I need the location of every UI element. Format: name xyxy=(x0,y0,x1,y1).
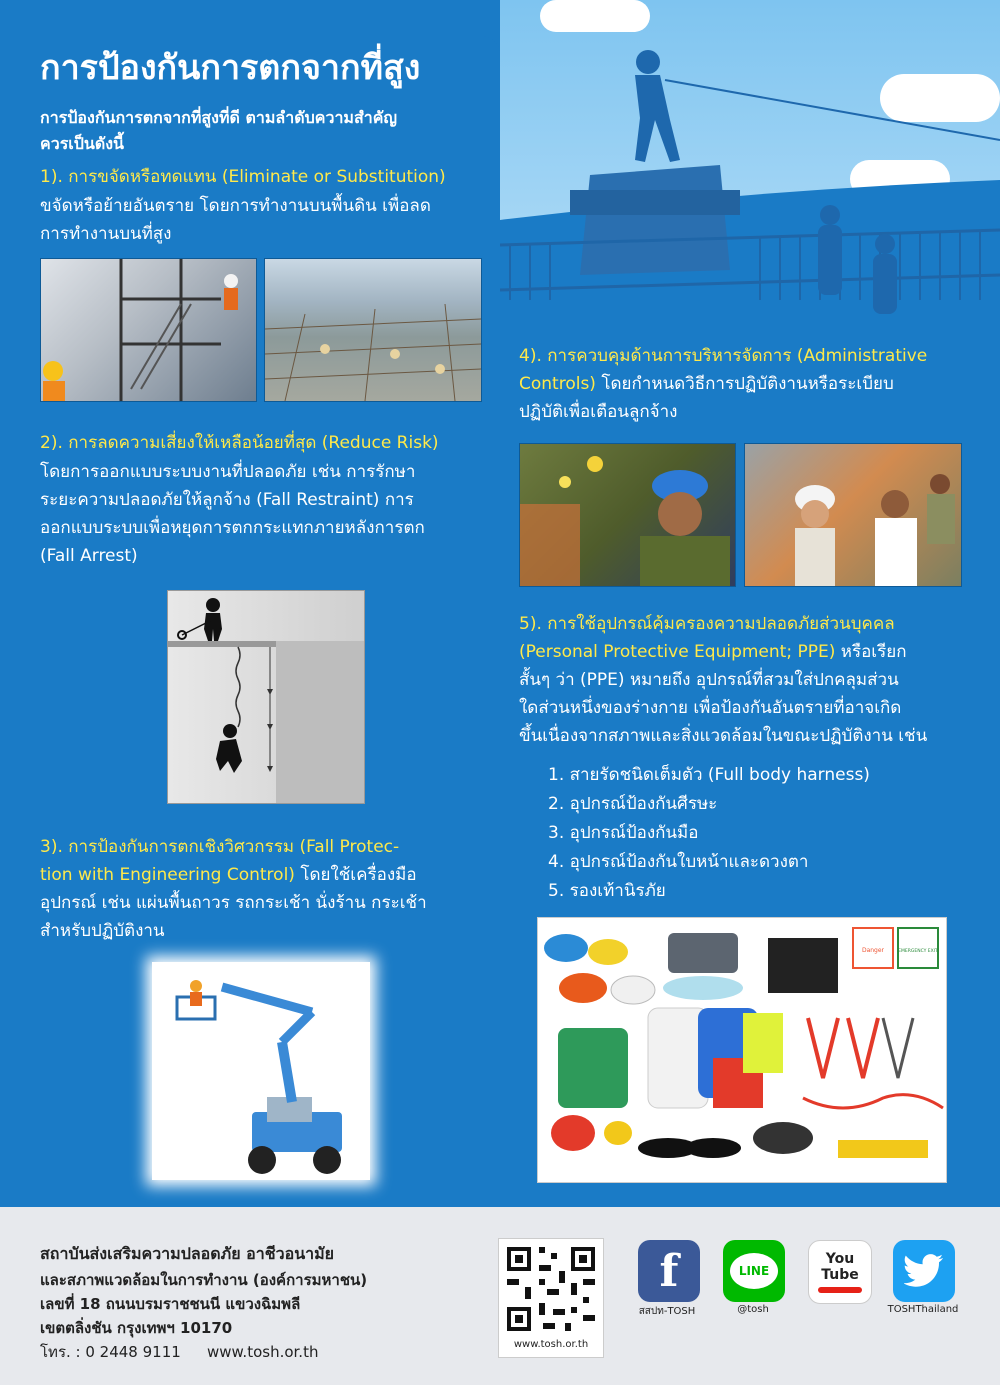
intro-line-2: ควรเป็นดังนี้ xyxy=(40,134,124,153)
worker-briefing-photo xyxy=(519,443,736,587)
qr-caption: www.tosh.or.th xyxy=(513,1339,589,1350)
ppe-equipment-collage xyxy=(537,917,947,1183)
ppe-list-item: 5. รองเท้านิรภัย xyxy=(548,881,666,901)
org-name-line-1: สถาบันส่งเสริมความปลอดภัย อาชีวอนามัย xyxy=(40,1244,335,1263)
section-2-text: ระยะความปลอดภัยให้ลูกจ้าง (Fall Restraint) การ xyxy=(40,490,414,510)
section-5-text: หรือเรียก xyxy=(835,642,907,662)
silhouette-illustration xyxy=(500,0,1000,330)
address-line-2: เขตตลิ่งชัน กรุงเทพฯ 10170 xyxy=(40,1319,233,1337)
section-2-text: ออกแบบระบบเพื่อหยุดการตกกระแทกภายหลังการตก xyxy=(40,518,425,538)
twitter-bird-icon xyxy=(904,1254,944,1288)
ppe-list-item: 3. อุปกรณ์ป้องกันมือ xyxy=(548,823,699,843)
section-5-heading-continued: (Personal Protective Equipment; PPE) xyxy=(519,642,836,662)
youtube-icon[interactable] xyxy=(808,1240,872,1304)
facebook-label: สสปท-TOSH xyxy=(638,1306,696,1317)
qr-code[interactable] xyxy=(498,1238,604,1358)
ppe-sign-text: EMERGENCY EXIT xyxy=(898,949,938,954)
section-3-heading: 3). การป้องกันการตกเชิงวิศวกรรม (Fall Protec- xyxy=(40,837,400,857)
section-3-text: โดยใช้เครื่องมือ xyxy=(294,865,417,885)
org-name-line-2: และสภาพแวดล้อมในการทำงาน (องค์การมหาชน) xyxy=(40,1271,368,1289)
line-bubble: LINE xyxy=(730,1253,778,1289)
section-2-text: โดยการออกแบบระบบงานที่ปลอดภัย เช่น การรักษา xyxy=(40,462,416,482)
line-icon[interactable] xyxy=(723,1240,785,1302)
ppe-sign-text: Danger xyxy=(861,947,885,954)
twitter-icon[interactable] xyxy=(893,1240,955,1302)
section-5-text: สั้นๆ ว่า (PPE) หมายถึง อุปกรณ์ที่สวมใส่ปกคลุมส่วน xyxy=(519,670,899,690)
section-5-text: ใดส่วนหนึ่งของร่างกาย เพื่อป้องกันอันตรายที่อาจเกิด xyxy=(519,698,902,718)
section-3-heading-line-2 xyxy=(40,861,417,889)
section-5-heading: 5). การใช้อุปกรณ์คุ้มครองความปลอดภัยส่วนบุคคล xyxy=(519,614,895,634)
scaffold-photo xyxy=(40,258,257,402)
section-2-text: (Fall Arrest) xyxy=(40,546,138,566)
section-2-heading: 2). การลดความเสี่ยงให้เหลือน้อยที่สุด (Reduce Risk) xyxy=(40,433,439,453)
youtube-red-bar xyxy=(818,1287,862,1293)
qr-code-icon xyxy=(499,1239,603,1339)
ppe-list-item: 1. สายรัดชนิดเต็มตัว (Full body harness) xyxy=(548,765,870,785)
training-session-photo xyxy=(744,443,962,587)
facebook-glyph: f xyxy=(659,1245,679,1297)
section-1-text: การทำงานบนที่สูง xyxy=(40,224,172,244)
ppe-list xyxy=(548,761,870,906)
section-1-text: ขจัดหรือย้ายอันตราย โดยการทำงานบนพื้นดิน เพื่อลด xyxy=(40,196,431,216)
section-4-heading-line-2 xyxy=(519,370,894,398)
section-4-text: โดยกำหนดวิธีการปฏิบัติงานหรือระเบียบ xyxy=(595,374,894,394)
address-line-1: เลขที่ 18 ถนนบรมราชชนนี แขวงฉิมพลี xyxy=(40,1295,301,1313)
section-3-heading-continued: tion with Engineering Control) xyxy=(40,865,295,885)
fall-arrest-diagram xyxy=(167,590,365,804)
ppe-list-item: 2. อุปกรณ์ป้องกันศีรษะ xyxy=(548,794,718,814)
section-4-heading-continued: Controls) xyxy=(519,374,596,394)
intro-line-1: การป้องกันการตกจากที่สูงที่ดี ตามลำดับความสำคัญ xyxy=(40,108,398,127)
ppe-list-item: 4. อุปกรณ์ป้องกันใบหน้าและดวงตา xyxy=(548,852,809,872)
phone-number: โทร. : 0 2448 9111 xyxy=(40,1343,181,1361)
section-4-text: ปฏิบัติเพื่อเตือนลูกจ้าง xyxy=(519,402,678,422)
section-3-text: อุปกรณ์ เช่น แผ่นพื้นถาวร รถกระเช้า นั่งร้าน กระเช้า xyxy=(40,893,427,913)
construction-floor-photo xyxy=(264,258,482,402)
website-link[interactable]: www.tosh.or.th xyxy=(207,1343,319,1361)
youtube-logo-text: You Tube xyxy=(821,1251,859,1283)
line-label: @tosh xyxy=(737,1304,769,1315)
page-title: การป้องกันการตกจากที่สูง xyxy=(40,48,421,88)
section-1-heading: 1). การขจัดหรือทดแทน (Eliminate or Substitution) xyxy=(40,167,446,187)
section-5-heading-line-2 xyxy=(519,638,907,666)
twitter-label: TOSHThailand xyxy=(887,1304,959,1315)
section-5-text: ขึ้นเนื่องจากสภาพและสิ่งแวดล้อมในขณะปฏิบัติงาน เช่น xyxy=(519,726,928,746)
boom-lift-photo xyxy=(152,962,370,1180)
section-4-heading: 4). การควบคุมด้านการบริหารจัดการ (Administrative xyxy=(519,346,928,366)
section-3-text: สำหรับปฏิบัติงาน xyxy=(40,921,165,941)
facebook-icon[interactable] xyxy=(638,1240,700,1302)
